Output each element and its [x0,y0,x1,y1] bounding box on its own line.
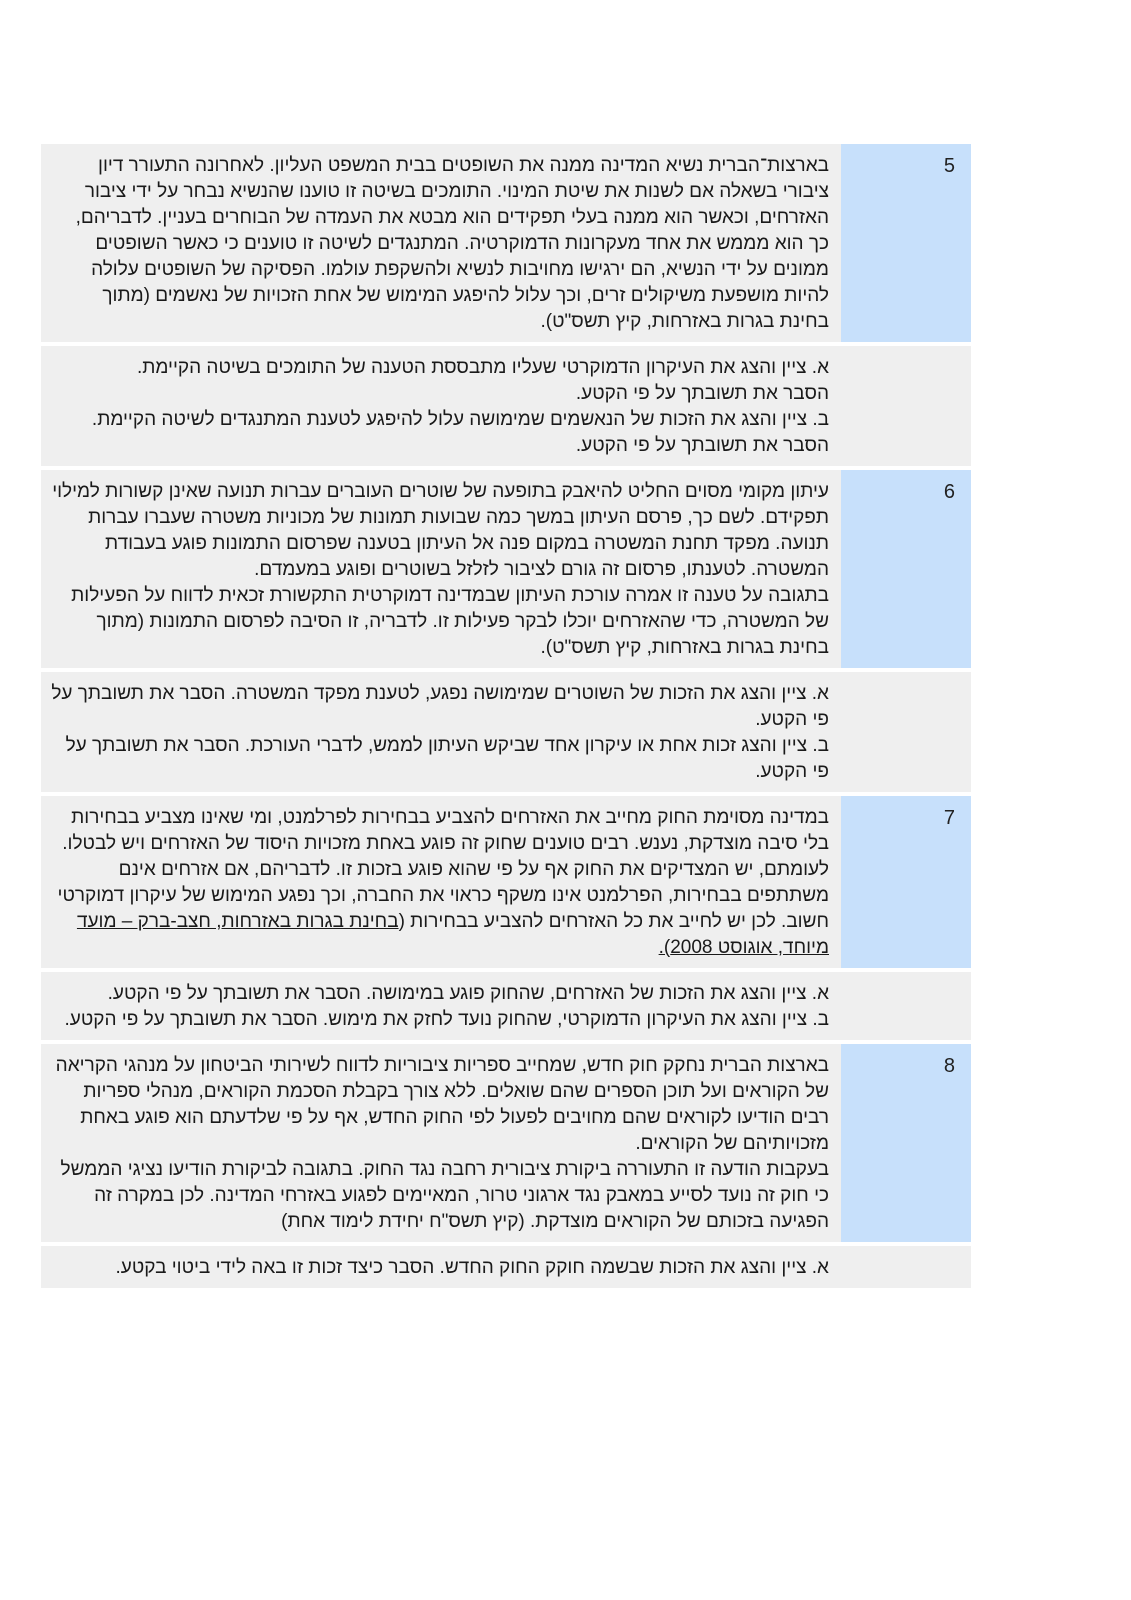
question-task [41,972,841,1040]
passage-paragraph: בארצות־הברית נשיא המדינה ממנה את השופטים בבית המשפט העליון. לאחרונה התעורר דיון ציבורי בשאלה אם לשנות את שיטת המינוי. התומכים בשיטה זו טוענו שהנשיא נבחר על ידי ציבור האזרחים, וכאשר הוא ממנה בעלי תפקידים הוא מבטא את העמדה של הבוחרים בעניין. לדבריהם, כך הוא מממש את אחד מעקרונות הדמוקרטיה. המתנגדים לשיטה זו טוענים כי כאשר השופטים ממונים על ידי הנשיא, הם ירגישו מחויבות לנשיא ולהשקפת עולמו. הפסיקה של השופטים עלולה להיות מושפעת משיקולים זרים, וכך עלול להיפגע המימוש של אחת הזכויות של נאשמים (מתוך בחינת בגרות באזרחות, קיץ תשס"ט). [75,155,829,332]
task-line: הסבר את תשובתך על פי הקטע. [575,435,829,456]
task-number-cell [841,972,971,1040]
question-passage [41,796,841,968]
task-line: הסבר את תשובתך על פי הקטע. [575,383,829,404]
task-row [41,346,971,466]
task-row [41,972,971,1040]
task-row [41,672,971,792]
question-passage [41,470,841,668]
passage-paragraph: בארצות הברית נחקק חוק חדש, שמחייב ספריות ציבוריות לדווח לשירותי הביטחון על מנהגי הקריאה של הקוראים ועל תוכן הספרים שהם שואלים. ללא צורך בקבלת הסכמת הקוראים, מנהלי ספריות רבים הודיעו לקוראים שהם מחויבים לפעול לפי החוק החדש, אף על פי שלדעתם הוא פוגע באחת מזכויותיהם של הקוראים. [55,1055,829,1154]
task-line: ב. ציין והצג את הזכות של הנאשמים שמימושה עלול להיפגע לטענת המתנגדים לשיטה הקיימת. [91,409,829,430]
question-task [41,1246,841,1288]
task-line: א. ציין והצג את העיקרון הדמוקרטי שעליו מתבססת הטענה של התומכים בשיטה הקיימת. [136,357,829,378]
question-passage [41,144,841,342]
passage-paragraph: בתגובה על טענה זו אמרה עורכת העיתון שבמדינה דמוקרטית התקשורת זכאית לדווח על הפעילות של המשטרה, כדי שהאזרחים יוכלו לבקר פעילות זו. לדבריה, זו הסיבה לפרסום התמונות (מתוך בחינת בגרות באזרחות, קיץ תשס"ט). [71,585,829,658]
task-row [41,1246,971,1288]
passage-text: במדינה מסוימת החוק מחייב את האזרחים להצביע בבחירות לפרלמנט, ומי שאינו מצביע בבחירות בלי סיבה מוצדקת, נענש. רבים טוענים שחוק זה פוגע באחת מזכויות היסוד של האזרחים ויש לבטלו. לעומתם, יש המצדיקים את החוק אף על פי שהוא פוגע בזכות זו. לדבריהם, אם אזרחים אינם משתתפים בבחירות, הפרלמנט אינו משקף כראוי את החברה, וכך נפגע המימוש של עיקרון דמוקרטי חשוב. לכן יש לחייב את כל האזרחים להצביע [57,807,829,932]
passage-paragraph: עיתון מקומי מסוים החליט להיאבק בתופעה של שוטרים העוברים עברות תנועה שאינן קשורות למילוי תפקידם. לשם כך, פרסם העיתון במשך כמה שבועות תמונות של מכוניות משטרה שעברו עברות תנועה. מפקד תחנת המשטרה במקום פנה אל העיתון בטענה שפרסום התמונות פוגע בעבודת המשטרה. לטענתו, פרסום זה גורם לציבור לזלזל בשוטרים ופוגע במעמדם. [52,481,829,580]
passage-paragraph [51,805,829,961]
source-citation: בחינת בגרות באזרחות, חצב-ברק – מועד מיוחד, אוגוסט 2008). [76,911,829,958]
task-line: א. ציין והצג את הזכות שבשמה חוקק החוק החדש. הסבר כיצד זכות זו באה לידי ביטוי בקטע. [115,1257,829,1278]
task-line: ב. ציין והצג זכות אחת או עיקרון אחד שביקש העיתון לממש, לדברי העורכת. הסבר את תשובתך על פי הקטע. [65,735,829,782]
task-line: א. ציין והצג את הזכות של האזרחים, שהחוק פוגע במימושה. הסבר את תשובתך על פי הקטע. [107,983,829,1004]
question-passage [41,1044,841,1242]
question-number: 7 [841,796,971,968]
task-number-cell [841,346,971,466]
question-row [41,144,971,342]
question-task [41,346,841,466]
question-row [41,1044,971,1242]
task-line: ב. ציין והצג את העיקרון הדמוקרטי, שהחוק נועד לחזק את מימוש. הסבר את תשובתך על פי הקטע. [64,1009,829,1030]
passage-paragraph: בעקבות הודעה זו התעוררה ביקורת ציבורית רחבה נגד החוק. בתגובה לביקורת הודיעו נציגי הממשל כי חוק זה נועד לסייע במאבק נגד ארגוני טרור, המאיימים לפגוע באזרחי המדינה. לכן במקרה זה הפגיעה בזכותם של הקוראים מוצדקת. (קיץ תשס"ח יחידת לימוד אחת) [60,1159,829,1232]
question-number: 6 [841,470,971,668]
question-task [41,672,841,792]
passage-text: בבחירות ( [398,911,479,932]
question-number: 8 [841,1044,971,1242]
questions-table [41,140,971,1292]
task-line: א. ציין והצג את הזכות של השוטרים שמימושה נפגע, לטענת מפקד המשטרה. הסבר את תשובתך על פי הקטע. [51,683,829,730]
task-number-cell [841,672,971,792]
question-row [41,470,971,668]
question-row [41,796,971,968]
question-number: 5 [841,144,971,342]
task-number-cell [841,1246,971,1288]
